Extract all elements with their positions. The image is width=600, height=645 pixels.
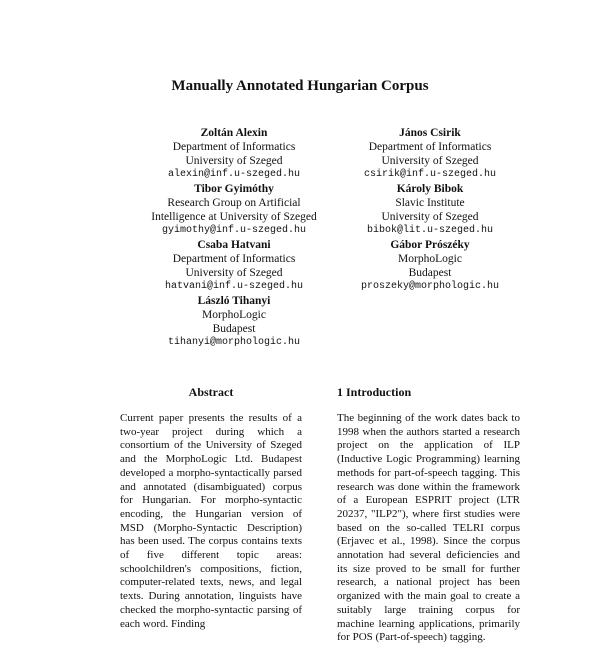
author-email: bibok@lit.u-szeged.hu: [366, 225, 494, 236]
author-name: Zoltán Alexin: [200, 127, 268, 139]
author-name: Károly Bibok: [396, 183, 464, 195]
author-affiliation: University of Szeged: [381, 155, 479, 167]
author-affiliation: University of Szeged: [185, 267, 283, 279]
author-affiliation: Department of Informatics: [368, 141, 492, 153]
author-name: Csaba Hatvani: [197, 239, 271, 251]
introduction-text: The beginning of the work dates back to 1998 when the authors started a research project on the application of ILP (Inductive Logic Programming) learning methods for part-of-speech tagging. This research was done within the framework of a European ESPRIT project (LTR 20237, "ILP2"), where first studies were based on the so-called TELRI corpus (Erjavec et al., 1998). Since the corpus annotation had several deficiencies and its size proved to be small for further research, a national project has been organized with the main goal to create a suitably large training corpus for machine learning applications, primarily for POS (Part-of-speech) tagging.: [337, 412, 520, 644]
author-email: hatvani@inf.u-szeged.hu: [164, 281, 304, 292]
author-email: gyimothy@inf.u-szeged.hu: [161, 225, 307, 236]
author-email: alexin@inf.u-szeged.hu: [167, 169, 301, 180]
author-block: [315, 126, 545, 182]
author-affiliation: Budapest: [212, 323, 256, 335]
author-affiliation: Department of Informatics: [172, 253, 296, 265]
paper-title: Manually Annotated Hungarian Corpus: [171, 78, 429, 94]
abstract-text: Current paper presents the results of a two-year project during which a consortium of the University of Szeged and the MorphoLogic Ltd. Budapest developed a morpho-syntactically parsed and annotated (disambiguated) corpus for Hungarian. For morpho-syntactic encoding, the Hungarian version of MSD (Morpho-Syntactic Description) has been used. The corpus contains texts of five different topic areas: schoolchildren's compositions, fiction, computer-related texts, news, and legal texts. During annotation, linguists have checked the morpho-syntactic parsing of each word. Finding: [120, 412, 302, 630]
author-email: proszeky@morphologic.hu: [360, 281, 500, 292]
author-block: [315, 182, 545, 238]
author-block: [315, 238, 545, 294]
author-block: [119, 294, 349, 350]
author-affiliation: MorphoLogic: [202, 309, 266, 321]
abstract-heading: Abstract: [188, 385, 234, 399]
author-name: László Tihanyi: [197, 295, 271, 307]
author-affiliation: Research Group on Artificial: [167, 197, 301, 209]
introduction-heading: 1 Introduction: [337, 385, 412, 399]
author-name: Gábor Prószéky: [390, 239, 470, 251]
author-affiliation: University of Szeged: [381, 211, 479, 223]
author-name: Tibor Gyimóthy: [194, 183, 274, 195]
author-affiliation: Department of Informatics: [172, 141, 296, 153]
author-affiliation: Slavic Institute: [395, 197, 465, 209]
authors-right-column: [315, 126, 545, 294]
author-affiliation: University of Szeged: [185, 155, 283, 167]
author-affiliation: Budapest: [408, 267, 452, 279]
author-email: csirik@inf.u-szeged.hu: [363, 169, 497, 180]
author-affiliation: Intelligence at University of Szeged: [151, 211, 317, 223]
author-email: tihanyi@morphologic.hu: [167, 337, 301, 348]
author-name: János Csirik: [399, 127, 461, 139]
author-affiliation: MorphoLogic: [398, 253, 462, 265]
